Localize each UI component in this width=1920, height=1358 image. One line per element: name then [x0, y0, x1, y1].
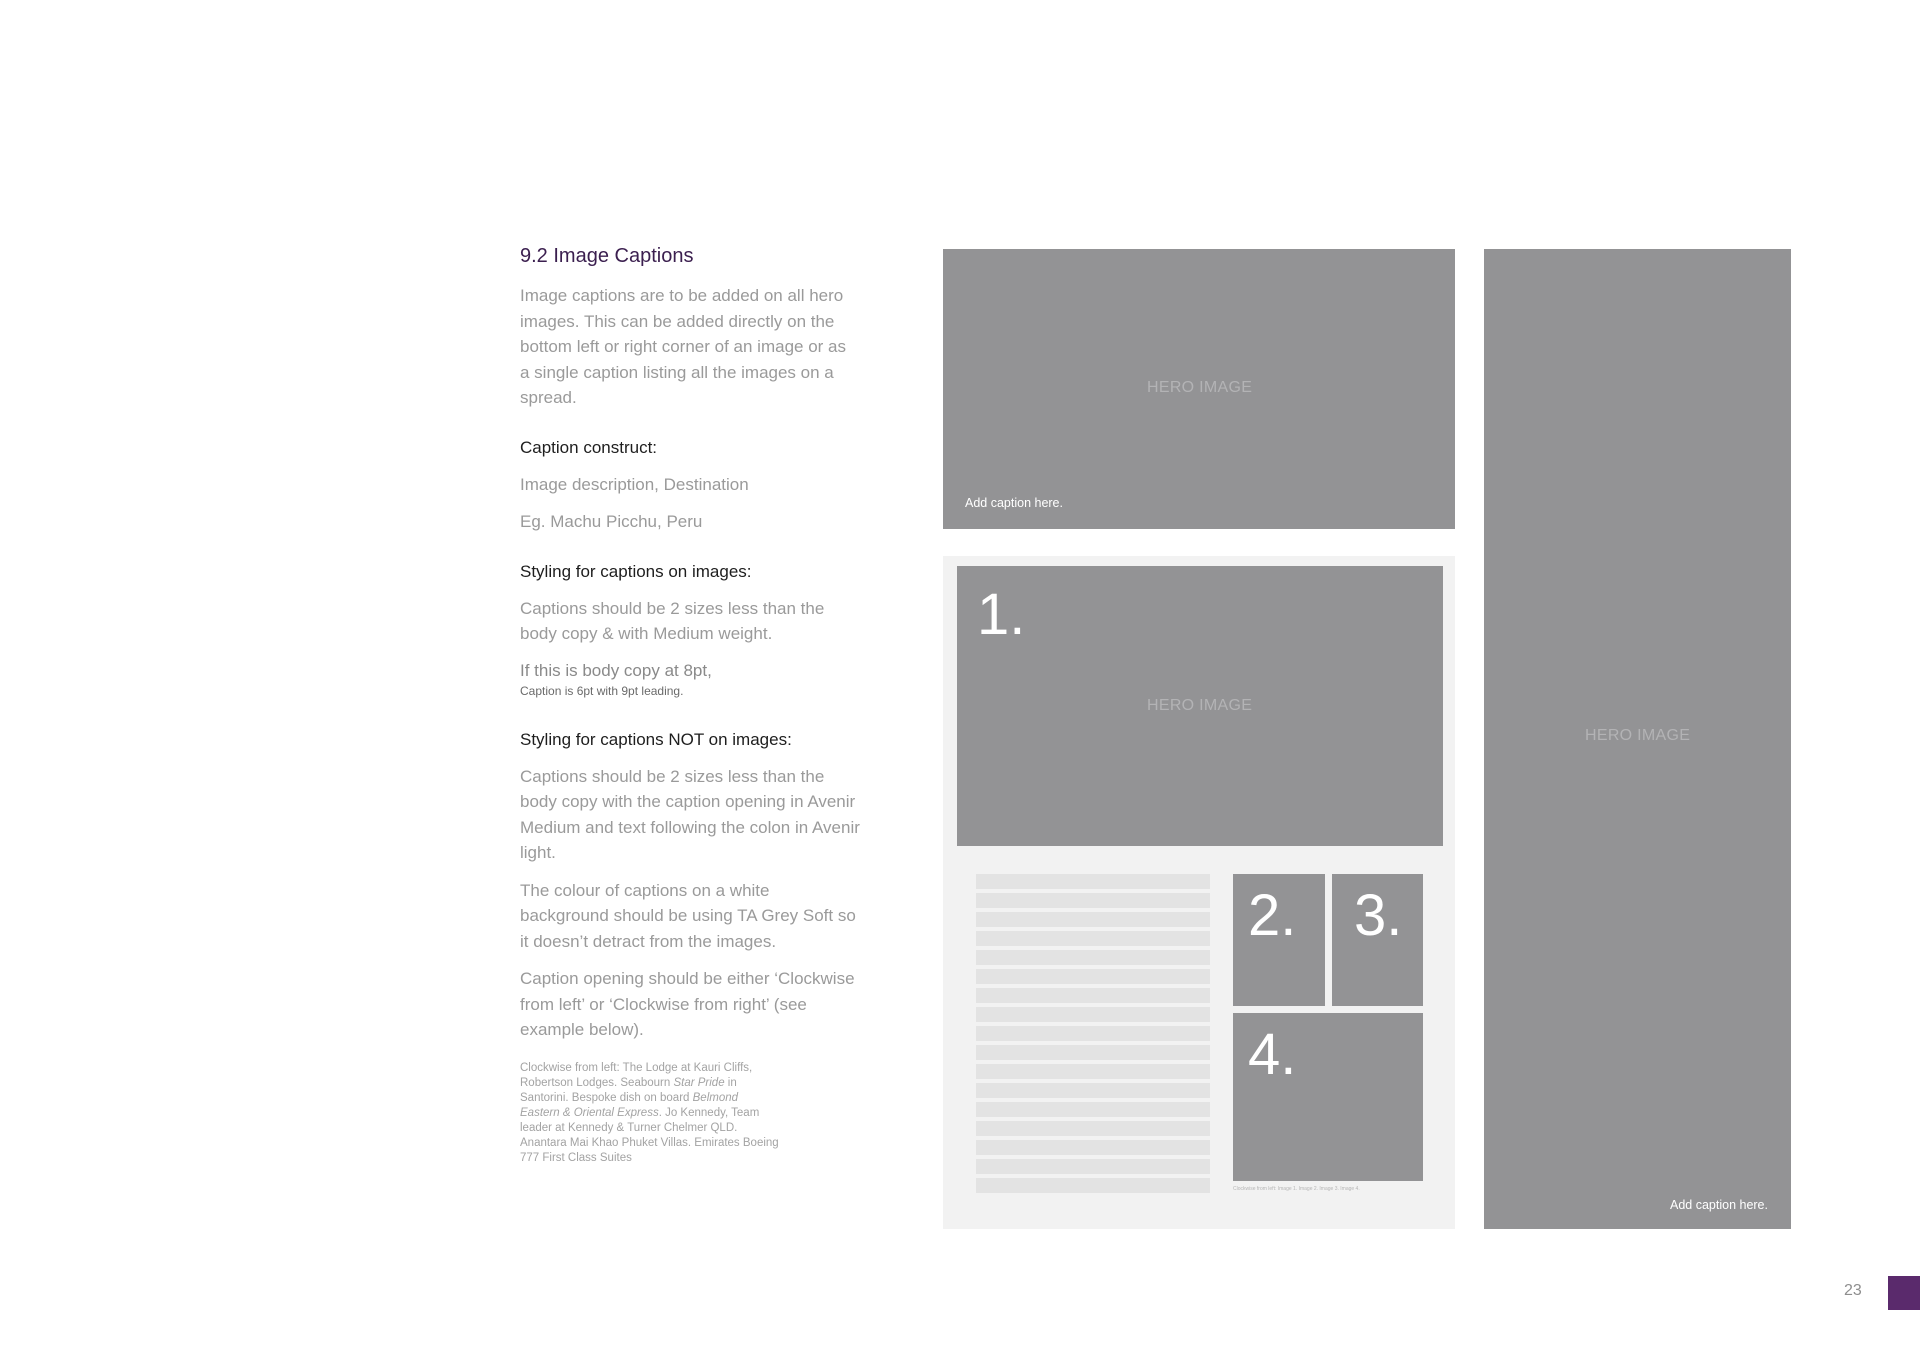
- text-placeholder-line: [976, 1102, 1210, 1117]
- text-placeholder-line: [976, 1083, 1210, 1098]
- image-number-4: 4.: [1248, 1022, 1297, 1087]
- page-accent-tab: [1888, 1276, 1920, 1310]
- text-placeholder-line: [976, 893, 1210, 908]
- text-placeholder-line: [976, 1178, 1210, 1193]
- guideline-text-column: [520, 243, 860, 1166]
- caption-size-note: Caption is 6pt with 9pt leading.: [520, 683, 684, 698]
- text-placeholder-line: [976, 1064, 1210, 1079]
- on-images-heading: Styling for captions on images:: [520, 561, 752, 581]
- text-placeholder-line: [976, 931, 1210, 946]
- not-on-images-text-2: The colour of captions on a white background should be using TA Grey Soft so it doesn’t detract from the images.: [520, 880, 856, 951]
- example-caption: [520, 1061, 780, 1166]
- image-number-2: 2.: [1248, 883, 1297, 948]
- hero-caption-label: Add caption here.: [965, 496, 1063, 510]
- caption-construct-heading: Caption construct:: [520, 437, 658, 457]
- not-on-images-text-3: Caption opening should be either ‘Clockwise from left’ or ‘Clockwise from right’ (see example below).: [520, 969, 855, 1039]
- text-placeholder-line: [976, 874, 1210, 889]
- not-on-images-heading: Styling for captions NOT on images:: [520, 729, 792, 749]
- tall-hero-label: HERO IMAGE: [1585, 727, 1691, 744]
- page-number: 23: [1844, 1282, 1862, 1299]
- text-placeholder-line: [976, 1140, 1210, 1155]
- text-placeholder-line: [976, 1045, 1210, 1060]
- example-caption-part3: . Jo Kennedy, Team leader at Kennedy & Turner Chelmer QLD. Anantara Mai Khao Phuket Villas. Emirates Boeing 777 First Class Suites: [520, 1106, 779, 1164]
- construct-line: Image description, Destination: [520, 474, 749, 494]
- text-placeholder-line: [976, 950, 1210, 965]
- body-copy-note: If this is body copy at 8pt,: [520, 660, 712, 680]
- section-heading: 9.2 Image Captions: [520, 245, 694, 267]
- text-placeholder-line: [976, 1121, 1210, 1136]
- image-number-1: 1.: [977, 582, 1026, 647]
- example-caption-italic2: Belmond Eastern & Oriental Express: [520, 1091, 739, 1119]
- text-placeholder-line: [976, 969, 1210, 984]
- spread-hero-label: HERO IMAGE: [1147, 697, 1253, 714]
- not-on-images-text-1: Captions should be 2 sizes less than the body copy with the caption opening in Avenir Medium and text following the colon in Avenir light.: [520, 766, 860, 862]
- on-images-text: Captions should be 2 sizes less than the body copy & with Medium weight.: [520, 598, 825, 643]
- text-placeholder-line: [976, 1159, 1210, 1174]
- example-caption-part1: Clockwise from left: The Lodge at Kauri Cliffs, Robertson Lodges. Seabourn: [520, 1061, 753, 1089]
- image-number-3: 3.: [1354, 883, 1403, 948]
- construct-example: Eg. Machu Picchu, Peru: [520, 512, 703, 531]
- text-placeholder-line: [976, 912, 1210, 927]
- text-placeholder-line: [976, 988, 1210, 1003]
- text-placeholder-line: [976, 1026, 1210, 1041]
- text-placeholder-line: [976, 1007, 1210, 1022]
- tall-hero-caption-label: Add caption here.: [1670, 1198, 1768, 1212]
- example-caption-part2: in Santorini. Bespoke dish on board: [520, 1076, 737, 1104]
- intro-paragraph: Image captions are to be added on all hero images. This can be added directly on the bottom left or right corner of an image or as a single caption listing all the images on a spread.: [520, 286, 846, 407]
- example-caption-italic1: Star Pride: [673, 1076, 725, 1089]
- hero-image-label: HERO IMAGE: [1147, 379, 1253, 396]
- micro-caption: Clockwise from left: Image 1. Image 2. Image 3. Image 4.: [1233, 1186, 1360, 1192]
